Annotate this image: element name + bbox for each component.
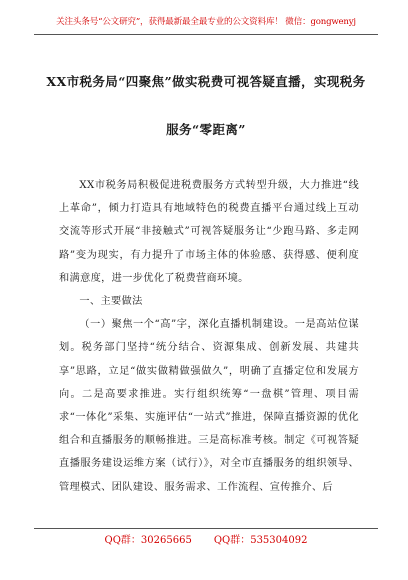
document-body — [59, 174, 359, 499]
paragraph-section-1: （一）聚焦一个“高”字，深化直播机制建设。一是高站位谋划。税务部门坚持“统分结合、资源集成、创新发展、共建共享”思路，立足“做实做精做强做久”，明确了直播定位和发展方向。二是高要求推进。实行组织统筹“一盘棋”管理、项目需求“一体化”采集、实施评估“一站式”推进，保障直播资源的优化组合和直播服务的顺畅推进。三是高标准考核。制定《可视答疑直播服务建设运维方案（试行）》，对全市直播服务的组织领导、管理模式、团队建设、服务需求、工作流程、宣传推介、后 — [59, 319, 359, 493]
document-title-line-1: XX市税务局“四聚焦”做实税费可视答疑直播，实现税务 — [46, 74, 366, 89]
header-banner: 关注头条号“公文研究”，获得最新最全最专业的公文资料库！ 微信：gongwenyj — [34, 10, 378, 35]
qq-group-2: QQ群：535304092 — [213, 535, 308, 546]
document-title-line-2: 服务“零距离” — [166, 122, 246, 137]
paragraph-intro: XX市税务局积极促进税费服务方式转型升级，大力推进“线上革命”，倾力打造具有地域特色的税费直播平台通过线上互动交流等形式开展“非接触式”可视答疑服务让“少跑马路、多走网路”变为现实，有力提升了市场主体的体验感、获得感、便利度和满意度，进一步优化了税费营商环境。 — [59, 180, 359, 284]
qq-group-1: QQ群：30265665 — [104, 535, 192, 546]
footer-banner — [34, 528, 378, 553]
section-heading: 一、主要做法 — [79, 296, 143, 308]
